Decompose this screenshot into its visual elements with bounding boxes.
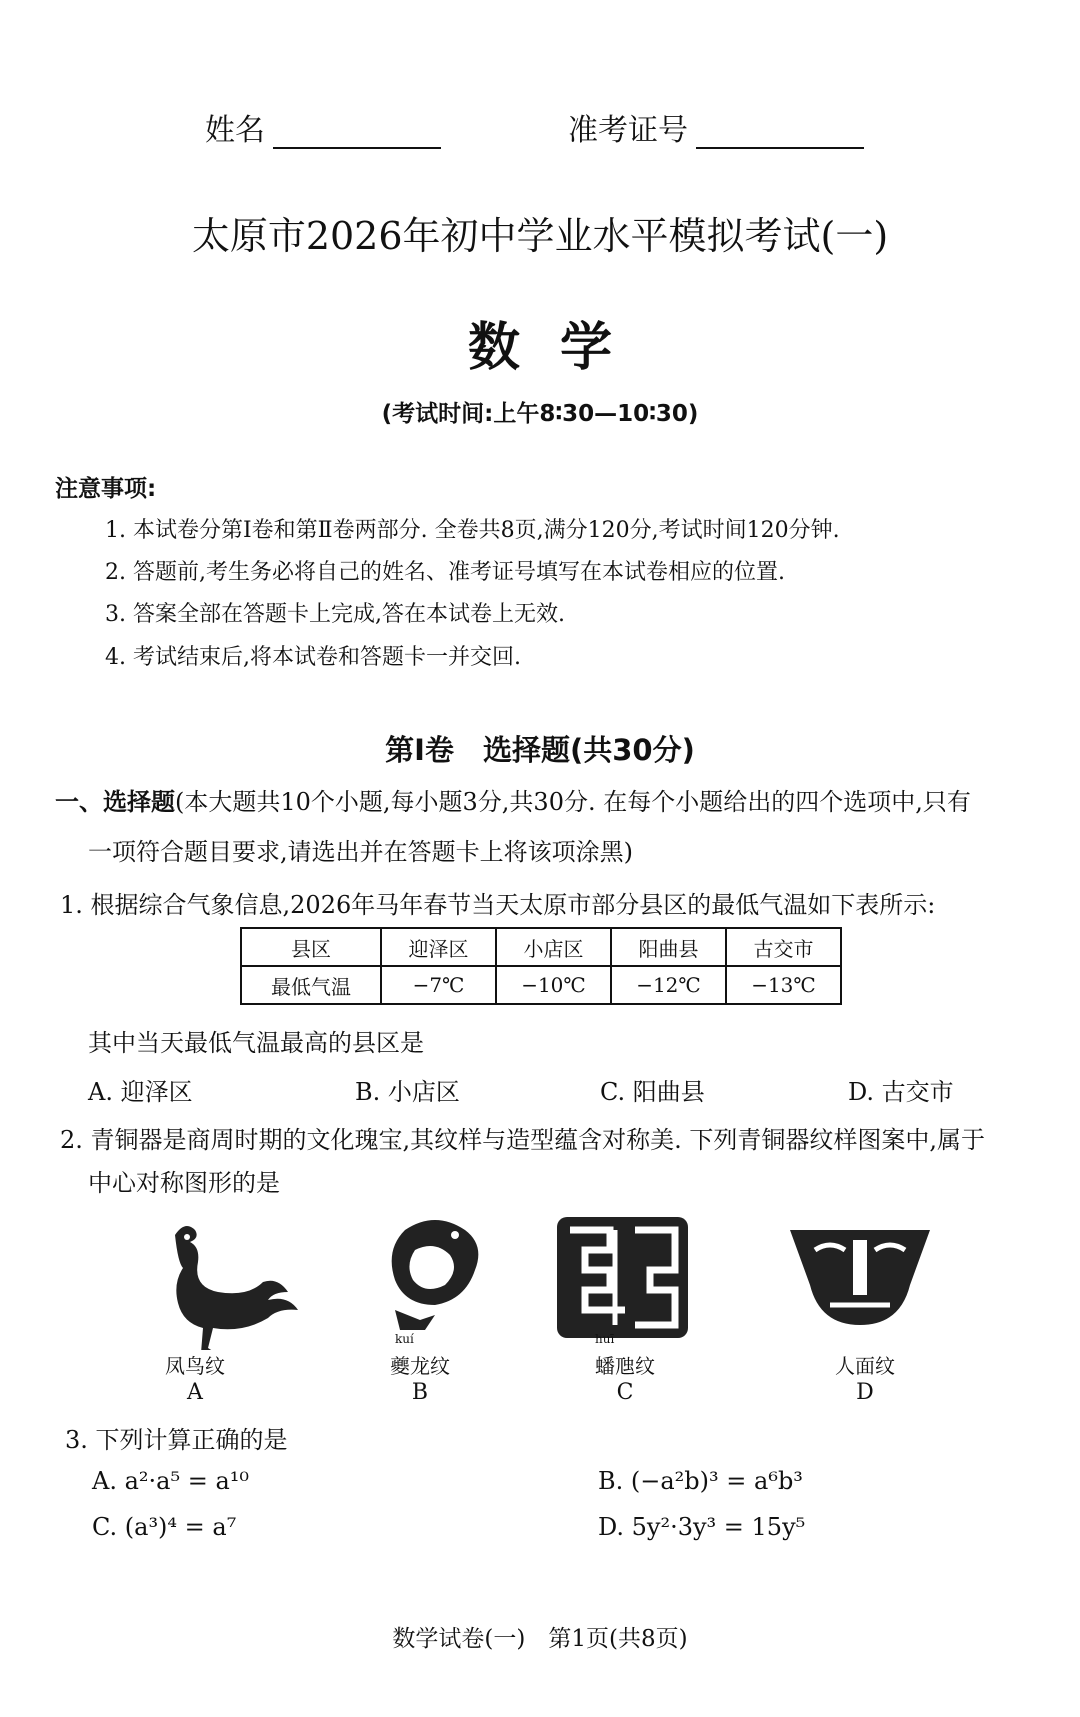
q3-option-d[interactable]: D. 5y²·3y³ = 15y⁵ (598, 1513, 806, 1541)
q3-option-a[interactable]: A. a²·a⁵ = a¹⁰ (92, 1467, 249, 1495)
note-item: 2. 答题前,考生务必将自己的姓名、准考证号填写在本试卷相应的位置. (105, 560, 785, 585)
notes-heading: 注意事项: (55, 476, 157, 502)
page-footer: 数学试卷(一) 第1页(共8页) (392, 1626, 688, 1652)
q2-stem-line1: 2. 青铜器是商周时期的文化瑰宝,其纹样与造型蕴含对称美. 下列青铜器纹样图案中,属于 (60, 1126, 986, 1154)
exam-id-blank[interactable] (696, 117, 864, 149)
section-intro-line2: 一项符合题目要求,请选出并在答题卡上将该项涂黑) (88, 838, 633, 866)
table-cell: 迎泽区 (381, 928, 496, 966)
q2-stem-line2: 中心对称图形的是 (88, 1169, 280, 1197)
table-cell: 最低气温 (241, 966, 381, 1004)
table-cell: −13℃ (726, 966, 841, 1004)
figure-a-label: 凤鸟纹 (165, 1354, 225, 1378)
q1-question: 其中当天最低气温最高的县区是 (88, 1029, 424, 1057)
figure-a-letter[interactable]: A (187, 1380, 203, 1405)
q1-option-d[interactable]: D. 古交市 (848, 1078, 954, 1106)
temperature-table (240, 927, 842, 1005)
table-cell: −12℃ (611, 966, 726, 1004)
figure-d-label: 人面纹 (835, 1354, 895, 1378)
section-intro-line1: (本大题共10个小题,每小题3分,共30分. 在每个小题给出的四个选项中,只有 (175, 788, 971, 816)
table-row (241, 966, 841, 1004)
name-blank[interactable] (273, 117, 441, 149)
exam-time: (考试时间:上午8∶30—10∶30) (381, 401, 699, 427)
q1-stem: 1. 根据综合气象信息,2026年马年春节当天太原市部分县区的最低气温如下表所示: (60, 891, 936, 919)
table-header-row (241, 928, 841, 966)
figure-c-label: 蟠虺纹 (595, 1354, 655, 1378)
table-cell: −10℃ (496, 966, 611, 1004)
q3-stem: 3. 下列计算正确的是 (65, 1426, 288, 1454)
figure-d-letter[interactable]: D (856, 1380, 874, 1405)
name-label: 姓名 (205, 113, 265, 148)
section-intro-label: 一、选择题 (55, 788, 175, 816)
section-intro (55, 782, 1035, 817)
exam-title: 太原市2026年初中学业水平模拟考试(一) (191, 214, 889, 258)
note-item: 3. 答案全部在答题卡上完成,答在本试卷上无效. (105, 602, 565, 627)
table-cell: 县区 (241, 928, 381, 966)
human-face-pattern-icon[interactable] (785, 1215, 935, 1330)
table-cell: 古交市 (726, 928, 841, 966)
kui-dragon-pattern-icon[interactable] (375, 1215, 495, 1340)
figure-b-label: 夔龙纹 (390, 1354, 450, 1378)
figure-b-letter[interactable]: B (411, 1380, 429, 1405)
table-cell: −7℃ (381, 966, 496, 1004)
table-cell: 阳曲县 (611, 928, 726, 966)
note-item: 4. 考试结束后,将本试卷和答题卡一并交回. (105, 645, 521, 670)
note-item: 1. 本试卷分第Ⅰ卷和第Ⅱ卷两部分. 全卷共8页,满分120分,考试时间120分钟. (105, 518, 840, 543)
q1-option-c[interactable]: C. 阳曲县 (600, 1078, 705, 1106)
exam-id-field (568, 105, 864, 149)
q1-option-b[interactable]: B. 小店区 (355, 1078, 460, 1106)
phoenix-pattern-icon[interactable] (155, 1215, 305, 1350)
q3-option-c[interactable]: C. (a³)⁴ = a⁷ (92, 1513, 237, 1541)
figure-b-pinyin: kuí (395, 1332, 414, 1346)
section-heading: 第Ⅰ卷 选择题(共30分) (385, 733, 695, 767)
panhui-pattern-icon[interactable] (555, 1215, 690, 1340)
figure-c-letter[interactable]: C (616, 1380, 634, 1405)
name-field (205, 105, 441, 149)
q3-option-b[interactable]: B. (−a²b)³ = a⁶b³ (598, 1467, 803, 1495)
q1-option-a[interactable]: A. 迎泽区 (88, 1078, 193, 1106)
figure-c-pinyin: huī (595, 1332, 615, 1346)
table-cell: 小店区 (496, 928, 611, 966)
exam-id-label: 准考证号 (568, 113, 688, 148)
subject-title: 数学 (467, 318, 652, 378)
